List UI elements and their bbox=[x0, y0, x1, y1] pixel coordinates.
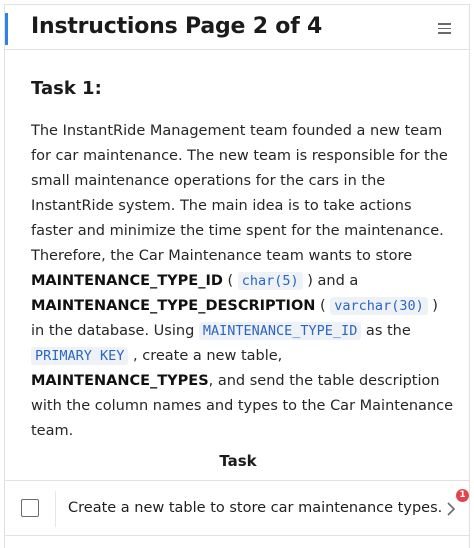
desc-text: ) and a bbox=[302, 273, 359, 289]
task-section-title: Task bbox=[219, 452, 257, 470]
task-item-label: Create a new table to store car maintenance types. bbox=[68, 500, 443, 516]
desc-bold-maintenance-type-description: MAINTENANCE_TYPE_DESCRIPTION bbox=[31, 298, 316, 314]
code-char5: char(5) bbox=[238, 272, 303, 290]
code-varchar30: varchar(30) bbox=[330, 297, 427, 315]
desc-text: ( bbox=[222, 273, 238, 289]
desc-text: , create a new table, bbox=[128, 348, 283, 364]
instructions-panel bbox=[4, 4, 470, 548]
task-heading: Task 1: bbox=[31, 78, 102, 99]
code-maintenance-type-id: MAINTENANCE_TYPE_ID bbox=[199, 322, 361, 340]
header-accent-bar bbox=[5, 13, 8, 45]
notification-badge: 1 bbox=[456, 489, 469, 502]
chevron-right-icon[interactable] bbox=[443, 500, 459, 518]
desc-text: ( bbox=[315, 298, 331, 314]
desc-text: ) in the database. Using bbox=[31, 298, 438, 339]
instructions-header bbox=[5, 4, 469, 50]
hamburger-menu-icon[interactable] bbox=[438, 23, 451, 34]
desc-text: as the bbox=[361, 323, 411, 339]
task-content bbox=[31, 78, 455, 444]
desc-bold-maintenance-types: MAINTENANCE_TYPES bbox=[31, 373, 209, 389]
task-list-item[interactable] bbox=[5, 480, 469, 536]
desc-text: , and send the table description with the column names and types to the Car Maintenance team. bbox=[31, 373, 454, 439]
code-primary-key: PRIMARY KEY bbox=[31, 347, 128, 365]
desc-bold-maintenance-type-id: MAINTENANCE_TYPE_ID bbox=[31, 273, 223, 289]
desc-text: The InstantRide Management team founded a new team for car maintenance. The new team is responsible for the small maintenance operations for the cars in the InstantRide system. The main idea is to take actions faster and minimize the time spent for the maintenance. Therefore, the Car Maintenance team wants to store bbox=[31, 123, 448, 264]
row-divider bbox=[55, 491, 56, 527]
page-title: Instructions Page 2 of 4 bbox=[31, 14, 323, 39]
task-checkbox[interactable] bbox=[21, 499, 39, 517]
task-description bbox=[31, 119, 455, 444]
